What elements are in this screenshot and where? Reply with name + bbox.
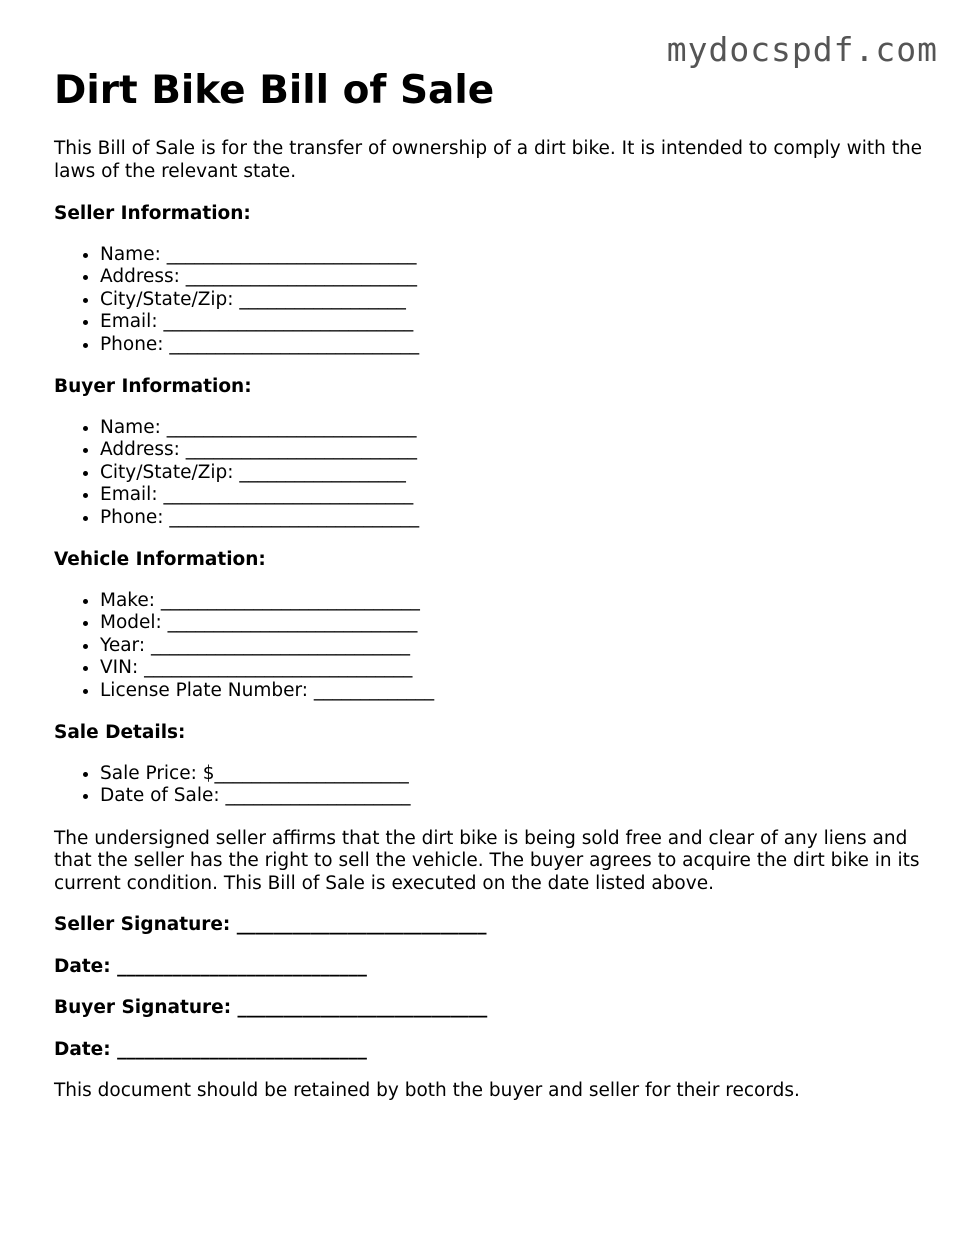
affirmation-paragraph: The undersigned seller affirms that the dirt bike is being sold free and clear of any liens and that the seller has the right to sell the vehicle. The buyer agrees to acquire the dirt bike in its current condition. This Bill of Sale is executed on the date listed above. [54,827,920,894]
buyer-city-state-zip-field: • City/State/Zip: __________________ [100,462,924,485]
seller-phone-field: • Phone: ___________________________ [100,334,924,357]
seller-info-list [54,244,924,357]
watermark: mydocspdf.com [666,30,938,69]
seller-date-line: Date: ___________________________ [54,955,367,977]
seller-city-state-zip-field: • City/State/Zip: __________________ [100,289,924,312]
document-title: Dirt Bike Bill of Sale [54,68,495,113]
sale-price-field: • Sale Price: $_____________________ [100,763,924,786]
buyer-address-field: • Address: _________________________ [100,439,924,462]
vehicle-license-plate-field: • License Plate Number: _____________ [100,680,924,703]
buyer-phone-field: • Phone: ___________________________ [100,507,924,530]
buyer-info-heading: Buyer Information: [54,376,252,397]
sale-details-list [54,763,924,808]
intro-paragraph: This Bill of Sale is for the transfer of ownership of a dirt bike. It is intended to comply with the laws of the relevant state. [54,138,923,182]
vehicle-vin-field: • VIN: _____________________________ [100,657,924,680]
vehicle-year-field: • Year: ____________________________ [100,635,924,658]
seller-name-field: • Name: ___________________________ [100,244,924,267]
buyer-email-field: • Email: ___________________________ [100,484,924,507]
vehicle-make-field: • Make: ____________________________ [100,590,924,613]
sale-details-heading: Sale Details: [54,722,186,743]
vehicle-info-heading: Vehicle Information: [54,549,266,570]
sale-date-field: • Date of Sale: ____________________ [100,785,924,808]
seller-address-field: • Address: _________________________ [100,266,924,289]
seller-email-field: • Email: ___________________________ [100,311,924,334]
buyer-date-line: Date: ___________________________ [54,1038,367,1060]
buyer-info-list [54,417,924,530]
buyer-signature-line: Buyer Signature: ___________________________ [54,997,488,1018]
vehicle-info-list [54,590,924,703]
document-page [54,66,924,1103]
seller-signature-line: Seller Signature: ___________________________ [54,914,487,935]
seller-info-heading: Seller Information: [54,203,251,224]
closing-paragraph: This document should be retained by both the buyer and seller for their records. [54,1080,800,1101]
buyer-name-field: • Name: ___________________________ [100,417,924,440]
vehicle-model-field: • Model: ___________________________ [100,612,924,635]
